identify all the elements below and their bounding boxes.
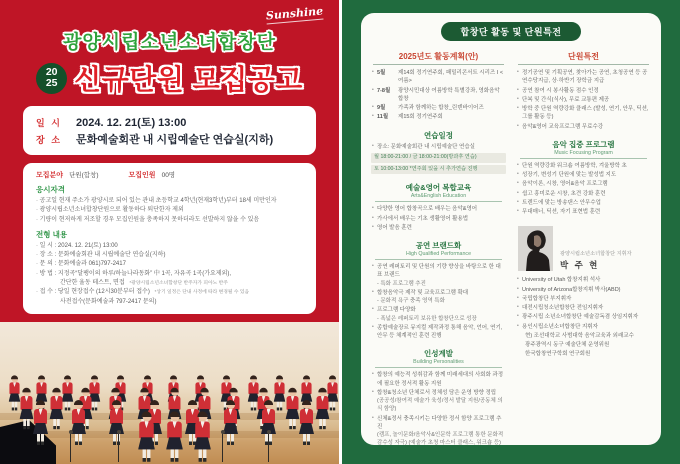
arts-heading: 예술&영어 복합교육	[405, 183, 472, 193]
conductor-name: 박 주 현	[560, 260, 600, 271]
bio-item-cont: 광주광역시 동구 예술단체 운영위원	[525, 342, 610, 348]
recruitment-poster	[0, 0, 339, 464]
date-label: 일 시	[36, 118, 62, 128]
microphone-stand	[268, 432, 269, 462]
panel-title-pill: 합창단 활동 및 단원특전	[441, 22, 582, 41]
process-item	[36, 288, 303, 297]
choir-member	[110, 401, 123, 447]
choir-member	[195, 412, 210, 464]
qualification-item: · 기량이 현저하게 저조할 경우 모집인원을 충족하지 못하더라도 선발하지 않을 수 있음	[36, 216, 303, 225]
sunshine-logo: Sunshine	[265, 4, 324, 23]
perks-item: • 단복 및 간식(식사), 무료 교통편 제공	[517, 96, 651, 104]
headline-row	[0, 58, 339, 98]
choir-member	[224, 401, 237, 447]
date-row	[36, 114, 303, 130]
recruit-count-value: 00명	[161, 172, 176, 179]
conductor-bio-list	[516, 276, 651, 358]
conductor-caption	[560, 251, 632, 272]
process-item: · 방 법 : 지정곡“달팽이의 하루/하늘나라동화” 中 1곡, 자유곡 1곡(가요제외),	[36, 270, 303, 279]
recruit-row	[36, 170, 303, 180]
arts-subheading: Arts&English Education	[375, 193, 502, 202]
perks-list	[516, 69, 651, 131]
perks-item: • 음악&영어 교육프로그램 무료수강	[517, 123, 651, 131]
perks-item: • 방학 중 단원 역량강화 클래스 (발성, 연기, 안무, 딕션, 그룹 활동 등)	[517, 105, 651, 122]
perks-item: • 공연 참여 시 봉사활동 점수 인정	[517, 87, 651, 95]
plan-text: 광양시민대상 여름방학 특별강좌, 영화음악 합창	[398, 87, 500, 102]
conductor-silhouette	[518, 226, 553, 271]
brand-item-sub: - 특화 프로그램 추진	[377, 280, 426, 287]
plan-text: 제15회 정기연주회	[398, 114, 443, 121]
personality-item: • 합창&청소년 단체로서 정체성 담은 운영 방향 정립 (공공성/참여적 예술가 육성/정서 발달 지원/공동체 의식 함양)	[372, 389, 506, 414]
brand-subheading: High Qualified Performance	[375, 251, 502, 260]
brand-item-sub: - 폭넓은 레퍼토리 보유한 합창단으로 성장	[377, 315, 477, 322]
conductor-role: 광양시립소년소녀합창단 지휘자	[560, 250, 632, 257]
choir-member	[34, 401, 47, 447]
practice-time: 월 18:00-21:00 / 금 18:00-21:00(방과후 연습)	[371, 153, 506, 163]
personality-item: • 신체&정서 충족시키는 다양한 정서 함양 프로그램 추진 (캠프, 놀이문화/음악사&인문학 프로그램 통한 문화적 감수성 자극) (예술가 초청 마스터 클래스, 워크숍 등)	[372, 415, 506, 448]
perks-item: • 정기공연 및 기획공연, 찾아가는 공연, 초청공연 등 공연수당지급, 상·하반기 장학금 지급	[517, 69, 651, 86]
qualification-item: · 공고일 현재 주소가 광양시로 되어 있는 관내 초등학교 4학년(현재3학년)부터 18세 미만인자	[36, 197, 303, 206]
qualification-item: · 광양시립소년소녀합창단원으로 활동하다 퇴단한자 제외	[36, 206, 303, 215]
personality-list	[371, 371, 506, 447]
brand-heading: 공연 브랜드화	[415, 241, 462, 250]
personality-item-sub: (캠프, 놀이문화/음악사&인문학 프로그램 통한 문화적 감수성 자극) (예술가 초청 마스터 클래스, 워크숍 등)	[377, 432, 504, 447]
badge-top: 20	[45, 65, 58, 78]
bio-item: • University of Utah 합창지휘 석사	[517, 276, 651, 284]
place-row	[36, 131, 303, 147]
choir-member	[9, 376, 19, 412]
date-value: 2024. 12. 21(토) 13:00	[76, 117, 187, 129]
process-item: · 문 의 : 문화예술과 061)797-2417	[36, 260, 303, 269]
bio-item: • 대전시립청소년합창단 전임지휘자	[517, 304, 651, 312]
left-column	[371, 49, 506, 447]
plan-item	[372, 69, 506, 86]
music-item: • 트렌드에 맞는 방송댄스 안무수업	[517, 199, 651, 207]
brand-list	[371, 263, 506, 340]
recruit-count	[129, 170, 176, 180]
place-value: 문화예술회관 내 시립예술단 연습실(지하)	[76, 134, 274, 146]
choir-member	[274, 376, 284, 412]
place-label: 장 소	[36, 135, 62, 145]
music-item: • 음악이론, 시창, 영어&음악 프로그램	[517, 180, 651, 188]
personality-item: • 합창의 예능적 성취감과 함께 미래세대의 사회화 과정에 필요한 정서적 활동 지원	[372, 371, 506, 388]
bio-item-cont: 현) 조선대학교 사범대학 음악교육과 외래교수	[525, 332, 634, 339]
plan-heading: 2025년도 활동계획(안)	[373, 51, 504, 65]
choir-member	[317, 389, 329, 431]
brand-item: • 합창음악극 제작 및 교육프로그램 확대 - 문화적 욕구 충족 영역 특화	[372, 289, 506, 306]
perks-heading: 단원특전	[518, 51, 649, 65]
plan-item	[372, 87, 506, 104]
arts-list	[371, 205, 506, 232]
qualification-list	[36, 197, 303, 225]
process-item: · 일 시 : 2024. 12. 21(토) 13:00	[36, 242, 303, 251]
benefits-poster	[342, 0, 680, 464]
arts-item: • 다양한 영어 합창곡으로 배우는 음악&영어	[372, 205, 506, 213]
process-item-note: *광양시립소년소녀합창단 반주자가 피아노 반주	[129, 281, 228, 287]
choir-member	[300, 401, 313, 447]
choir-member	[21, 389, 33, 431]
process-item-text: 간단한 율동 테스트, 면접	[60, 280, 125, 287]
choir-name-title: 광양시립소년소녀합창단	[63, 32, 276, 53]
music-subheading: Music Focusing Program	[520, 150, 647, 159]
music-item: • 무대매너, 딕션, 자기 표현법 훈련	[517, 208, 651, 216]
date-place-box	[23, 106, 316, 155]
personality-item-sub: (공공성/참여적 예술가 육성/정서 발달 지원/공동체 의식 함양)	[377, 398, 503, 413]
recruit-field-value: 단원(합창)	[69, 172, 99, 179]
process-item-text: 접 수 : 당일 현장접수 (12시30분부터 접수)	[39, 289, 150, 296]
practice-time: 토 10:00-13:00 *연주회 있을 시 추가연습 진행	[371, 165, 506, 175]
recruit-field-label: 모집분야	[36, 172, 64, 179]
plan-text: 가족과 함께하는 합창_린덴바이어즈	[398, 105, 484, 111]
music-item: • 단원 역량강화 워크숍 여름방학, 겨울방학 초	[517, 162, 651, 170]
microphone-stand	[118, 432, 119, 462]
brand-item: • 공연 레퍼토리 및 단원의 기량 향상을 바탕으로 한 대표 브랜드 - 특화 프로그램 추진	[372, 263, 506, 288]
choir-photo	[0, 322, 339, 464]
process-item-note: *상기 일정은 단내 사정에 따라 변경될 수 있음	[154, 290, 250, 296]
conductor-block	[518, 226, 649, 271]
plan-item	[372, 104, 506, 112]
personality-heading: 인성계발	[424, 349, 453, 359]
two-column-layout	[371, 49, 651, 447]
bio-item: • 국립합창단 부지휘자	[517, 295, 651, 303]
plan-month: • 11월	[377, 114, 389, 121]
microphone-stand	[222, 432, 223, 462]
plan-month: • 9월	[377, 105, 386, 111]
process-heading: 전형 내용	[36, 229, 68, 239]
practice-heading: 연습일정	[424, 130, 453, 140]
choir-member	[72, 401, 85, 447]
process-item-cont	[36, 279, 303, 288]
choir-member	[51, 389, 63, 431]
recruitment-headline: 신규단원 모집공고	[74, 64, 303, 95]
music-list	[516, 162, 651, 217]
bio-item: • University of Arizona합창지휘 박사(ABD)	[517, 286, 651, 294]
recruit-field	[36, 170, 99, 180]
process-item: · 장 소 : 문화예술회관 내 시립예술단 연습실(지하)	[36, 251, 303, 260]
plan-item	[372, 113, 506, 121]
recruit-count-label: 모집인원	[128, 172, 156, 179]
plan-text: 제14회 정기연주회, 패밀리콘서트 시리즈 I <여름>	[398, 70, 504, 85]
plan-month: • 5월	[377, 70, 386, 76]
practice-place: • 장소: 문화예술회관 내 시립예술단 연습실	[372, 143, 506, 151]
badge-bottom: 25	[45, 77, 58, 89]
conductor-portrait	[518, 226, 553, 271]
bio-item: • 용인시립소년소녀합창단 지휘자	[517, 323, 651, 331]
music-heading: 음악 집중 프로그램	[552, 139, 615, 149]
brand-item: • 종합예술장르 뮤지컬 제작과정 통해 음악, 언어, 연기, 안무 등 체계적인 훈련 진행	[372, 324, 506, 341]
choir-member	[327, 376, 337, 412]
arts-item: • 영어 발음 훈련	[372, 224, 506, 232]
bio-item-cont: 한국합창연구학회 연구회원	[525, 351, 591, 358]
process-item-cont: 사전접수(문화예술과 797-2417 문의)	[60, 298, 157, 305]
plan-list	[371, 69, 506, 122]
bio-item: • 광주시립 소년소녀합창단 예술감독겸 상임지휘자	[517, 313, 651, 321]
music-item: • 쉽고 흥미로운 시창, 초견 강화 훈련	[517, 190, 651, 198]
arts-item: • 가사에서 배우는 기초 생활영어 활용법	[372, 215, 506, 223]
practice-list	[371, 143, 506, 151]
year-2025-badge	[36, 63, 67, 94]
choir-member	[139, 412, 154, 464]
benefits-panel	[361, 13, 661, 445]
details-box	[23, 163, 316, 314]
brand-item: • 프로그램 다양화 - 폭넓은 레퍼토리 보유한 합창단으로 성장	[372, 306, 506, 323]
process-list	[36, 242, 303, 307]
microphone-stand	[70, 432, 71, 462]
plan-month: • 7-8월	[377, 87, 391, 94]
qualification-heading: 응시자격	[36, 185, 65, 194]
choir-member	[167, 412, 182, 464]
personality-subheading: Building Personalities	[375, 359, 502, 368]
music-item: • 성장기, 변성기 단원에 맞는 발성법 지도	[517, 171, 651, 179]
right-column	[516, 49, 651, 437]
choir-member	[287, 389, 299, 431]
brand-item-sub: - 문화적 욕구 충족 영역 특화	[377, 298, 445, 304]
